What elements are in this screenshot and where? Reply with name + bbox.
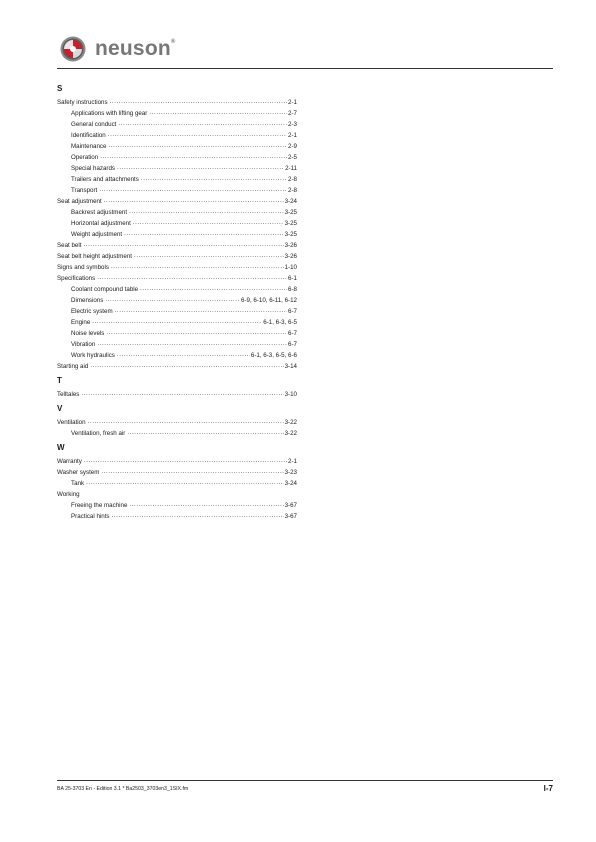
index-entry-label: General conduct (71, 121, 117, 128)
index-entry-label: Electric system (71, 308, 113, 315)
dot-leader (108, 140, 287, 151)
index-entry-page: 2-3 (288, 121, 297, 128)
index-entry-label: Signs and symbols (57, 264, 109, 271)
index-entry-page: 6-1, 6-3, 6-5, 6-6 (250, 352, 297, 359)
index-entry-label: Seat belt (57, 242, 82, 249)
index-entry (57, 361, 297, 372)
index-entry-page: 3-25 (284, 209, 297, 216)
index-subentry (57, 428, 297, 439)
index-entry-label: Operation (71, 154, 99, 161)
index-entry-page: 3-25 (284, 220, 297, 227)
index-entry-label: Coolant compound table (71, 286, 139, 293)
index-entry-page: 3-14 (284, 363, 297, 370)
dot-leader (83, 239, 283, 250)
index-entry-label: Special hazards (71, 165, 116, 172)
index-entry-label: Ventilation, fresh air (71, 430, 126, 437)
dot-leader (129, 206, 284, 217)
index-entry-page: 2-7 (288, 110, 297, 117)
dot-leader (104, 195, 284, 206)
index-entry-label: Washer system (57, 469, 100, 476)
page-number: I-7 (543, 784, 553, 793)
index-entry-page: 2-1 (288, 99, 297, 106)
page-header (0, 0, 596, 70)
index-entry-page: 2-5 (288, 154, 297, 161)
dot-leader (129, 499, 283, 510)
index-entry-page: 6-8 (288, 286, 297, 293)
index-letter-heading: T (57, 376, 62, 385)
index-entry-label: Work hydraulics (71, 352, 115, 359)
index-entry-label: Horizontal adjustment (71, 220, 131, 227)
trademark-symbol: ® (170, 39, 176, 45)
index-entry-label: Telltales (57, 391, 80, 398)
index-entry-label: Maintenance (71, 143, 107, 150)
index-entry-label: Tank (71, 480, 85, 487)
index-entry-label: Working (57, 491, 80, 498)
index-entry-page: 6-7 (288, 308, 297, 315)
index-entry-label: Specifications (57, 275, 96, 282)
index-entry-label: Freeing the machine (71, 502, 128, 509)
dot-leader (140, 283, 287, 294)
index-entry-label: Backrest adjustment (71, 209, 128, 216)
dot-leader (141, 173, 287, 184)
index-entry-page: 2-11 (285, 165, 297, 172)
index-entry-page: 6-1, 6-3, 6-5 (263, 319, 297, 326)
index-entry-label: Weight adjustment (71, 231, 123, 238)
dot-leader (118, 118, 287, 129)
dot-leader (110, 96, 287, 107)
dot-leader (117, 349, 250, 360)
dot-leader (84, 455, 287, 466)
dot-leader (112, 510, 284, 521)
index-entry-label: Warranty (57, 458, 82, 465)
index-entry-label: Ventilation (57, 419, 86, 426)
dot-leader (106, 327, 287, 338)
index-entry-label: Noise levels (71, 330, 105, 337)
dot-leader (115, 305, 287, 316)
dot-leader (133, 217, 284, 228)
brand-text: neuson (95, 37, 171, 60)
dot-leader (99, 184, 287, 195)
index-entry-page: 2-8 (288, 176, 297, 183)
index-entry-page: 3-25 (284, 231, 297, 238)
dot-leader (124, 228, 283, 239)
index-entry-page: 6-7 (288, 341, 297, 348)
index-subentry (57, 478, 297, 489)
index-entry-page: 2-9 (288, 143, 297, 150)
dot-leader (81, 388, 283, 399)
dot-leader (90, 360, 283, 371)
index-subentry (57, 511, 297, 522)
index-entry-page: 3-22 (284, 430, 297, 437)
brand-name (95, 37, 176, 61)
index-entry-page: 6-9, 6-10, 6-11, 6-12 (241, 297, 297, 304)
alphabetical-index (57, 82, 297, 522)
index-entry-label: Engine (71, 319, 91, 326)
index-entry-page: 3-26 (284, 253, 297, 260)
index-entry-page: 3-23 (284, 469, 297, 476)
dot-leader (105, 294, 240, 305)
index-letter-heading: W (57, 443, 65, 452)
dot-leader (127, 427, 283, 438)
index-entry-page: 3-26 (284, 242, 297, 249)
index-entry-page: 3-24 (284, 198, 297, 205)
index-entry-page: 1-10 (284, 264, 297, 271)
index-entry-label: Safety instructions (57, 99, 108, 106)
index-entry-page: 2-8 (288, 187, 297, 194)
dot-leader (97, 272, 287, 283)
dot-leader (149, 107, 287, 118)
index-letter-heading: S (57, 84, 63, 93)
dot-leader (101, 466, 283, 477)
index-entry-page: 2-1 (288, 132, 297, 139)
dot-leader (111, 261, 284, 272)
index-entry-page: 3-22 (284, 419, 297, 426)
index-entry-page: 6-7 (288, 330, 297, 337)
index-entry-label: Applications with lifting gear (71, 110, 148, 117)
index-entry-page: 6-1 (288, 275, 297, 282)
index-entry-page: 3-67 (284, 513, 297, 520)
neuson-logo-icon (60, 36, 86, 62)
dot-leader (86, 477, 284, 488)
footer-doc-info: BA 25-3703 En - Edition 3.1 * Ba2503_3703en3_1SIX.fm (57, 786, 189, 792)
dot-leader (97, 338, 287, 349)
index-entry-label: Vibration (71, 341, 96, 348)
index-entry-label: Seat adjustment (57, 198, 102, 205)
index-entry-page: 3-67 (284, 502, 297, 509)
dot-leader (100, 151, 287, 162)
index-entry-label: Starting aid (57, 363, 89, 370)
index-entry-label: Dimensions (71, 297, 104, 304)
dot-leader (117, 162, 284, 173)
dot-leader (134, 250, 284, 261)
index-entry-page: 3-10 (284, 391, 297, 398)
index-entry-label: Trailers and attachments (71, 176, 139, 183)
footer-divider (57, 780, 553, 781)
dot-leader (92, 316, 262, 327)
index-entry (57, 389, 297, 400)
dot-leader (88, 416, 284, 427)
index-entry-label: Identification (71, 132, 106, 139)
index-entry-label: Transport (71, 187, 98, 194)
index-entry-page: 3-24 (284, 480, 297, 487)
index-letter-heading: V (57, 404, 63, 413)
index-entry-label: Practical hints (71, 513, 110, 520)
dot-leader (108, 129, 287, 140)
header-divider (57, 68, 553, 69)
index-entry-page: 2-1 (288, 458, 297, 465)
index-entry-label: Seat belt height adjustment (57, 253, 132, 260)
